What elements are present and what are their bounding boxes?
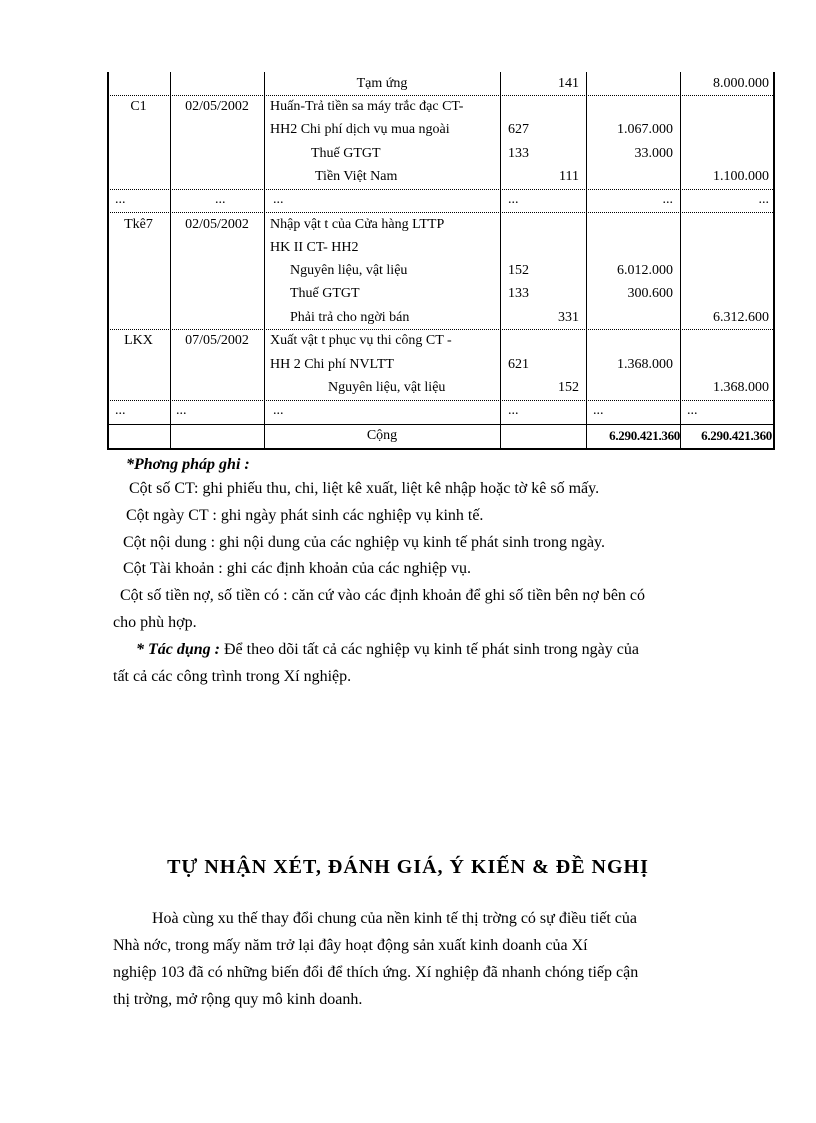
row-content: Nguyên liệu, vật liệu — [328, 380, 446, 395]
amount-credit: 8.000.000 — [713, 76, 769, 91]
row-content: Tiền Việt Nam — [315, 169, 398, 184]
row-content: Xuất vật t phục vụ thi công CT - — [270, 333, 452, 348]
effect-paragraph — [136, 640, 639, 660]
ellipsis: ... — [273, 403, 284, 418]
row-content: Tạm ứng — [356, 76, 408, 91]
ellipsis: ... — [758, 192, 769, 207]
section-line: thị trờng, mở rộng quy mô kinh doanh. — [113, 991, 363, 1008]
account-credit: 141 — [558, 76, 579, 91]
effect-text: tất cả các công trình trong Xí nghiệp. — [113, 668, 352, 685]
voucher-date: 02/05/2002 — [185, 217, 249, 232]
col-divider — [170, 72, 171, 450]
row-content: HK II CT- HH2 — [270, 240, 359, 255]
row-content: Nguyên liệu, vật liệu — [290, 263, 408, 278]
method-line: Cột Tài khoản : ghi các định khoản của các nghiệp vụ. — [123, 560, 472, 577]
ellipsis: ... — [687, 403, 698, 418]
voucher-number: LKX — [124, 333, 153, 348]
voucher-number: Tkê7 — [124, 217, 153, 232]
total-credit: 6.290.421.360 — [701, 428, 772, 443]
account-credit: 111 — [559, 169, 579, 184]
account-debit: 152 — [508, 263, 529, 278]
row-divider — [107, 212, 775, 213]
account-debit: 133 — [508, 146, 529, 161]
row-divider — [107, 424, 775, 425]
ellipsis: ... — [662, 192, 673, 207]
amount-debit: 33.000 — [634, 146, 673, 161]
table-border-right — [773, 72, 775, 450]
account-debit: 133 — [508, 286, 529, 301]
voucher-number: C1 — [130, 99, 147, 114]
voucher-date: 07/05/2002 — [185, 333, 249, 348]
row-divider — [107, 95, 775, 96]
total-label: Cộng — [366, 428, 398, 443]
row-content: Phải trả cho ngời bán — [290, 310, 410, 325]
ellipsis: ... — [115, 192, 126, 207]
row-divider — [107, 400, 775, 401]
ellipsis: ... — [593, 403, 604, 418]
section-line: nghiệp 103 đã có những biến đổi để thích ứng. Xí nghiệp đã nhanh chóng tiếp cận — [113, 964, 639, 981]
ellipsis: ... — [508, 192, 519, 207]
section-line: Hoà cùng xu thế thay đổi chung của nền kinh tế thị trờng có sự điều tiết của — [152, 910, 638, 927]
account-credit: 152 — [558, 380, 579, 395]
ellipsis: ... — [508, 403, 519, 418]
amount-debit: 6.012.000 — [617, 263, 673, 278]
ellipsis: ... — [215, 192, 226, 207]
method-line: Cột số CT: ghi phiếu thu, chi, liệt kê xuất, liệt kê nhập hoặc tờ kê số mấy. — [129, 480, 600, 497]
table-border-bottom — [107, 448, 775, 450]
section-title: TỰ NHẬN XÉT, ĐÁNH GIÁ, Ý KIẾN & ĐỀ NGHỊ — [167, 856, 649, 878]
account-debit: 627 — [508, 122, 529, 137]
row-content: HH2 Chi phí dịch vụ mua ngoài — [270, 122, 450, 137]
row-divider — [107, 189, 775, 190]
row-content: Thuế GTGT — [311, 146, 381, 161]
amount-debit: 300.600 — [627, 286, 673, 301]
ellipsis: ... — [115, 403, 126, 418]
ellipsis: ... — [176, 403, 187, 418]
col-divider — [264, 72, 265, 450]
ellipsis: ... — [273, 192, 284, 207]
row-divider — [107, 329, 775, 330]
row-content: Nhập vật t của Cửa hàng LTTP — [270, 217, 445, 232]
amount-credit: 6.312.600 — [713, 310, 769, 325]
account-credit: 331 — [558, 310, 579, 325]
table-border-left — [107, 72, 109, 450]
section-line: Nhà nớc, trong mấy năm trở lại đây hoạt động sản xuất kinh doanh của Xí — [113, 937, 588, 954]
amount-credit: 1.100.000 — [713, 169, 769, 184]
method-heading: *Phơng pháp ghi : — [126, 456, 250, 473]
row-content: Thuế GTGT — [290, 286, 360, 301]
voucher-date: 02/05/2002 — [185, 99, 249, 114]
amount-credit: 1.368.000 — [713, 380, 769, 395]
ledger-table — [107, 72, 775, 450]
account-debit: 621 — [508, 357, 529, 372]
total-debit: 6.290.421.360 — [609, 428, 680, 443]
method-line: Cột ngày CT : ghi ngày phát sinh các nghiệp vụ kinh tế. — [126, 507, 484, 524]
method-line: cho phù hợp. — [113, 614, 197, 631]
row-content: HH 2 Chi phí NVLTT — [270, 357, 394, 372]
amount-debit: 1.067.000 — [617, 122, 673, 137]
effect-heading: * Tác dụng : — [136, 641, 220, 658]
method-line: Cột số tiền nợ, số tiền có : căn cứ vào các định khoản để ghi số tiền bên nợ bên có — [120, 587, 646, 604]
method-line: Cột nội dung : ghi nội dung của các nghiệp vụ kinh tế phát sinh trong ngày. — [123, 534, 605, 551]
effect-text: Để theo dõi tất cả các nghiệp vụ kinh tế phát sinh trong ngày của — [220, 641, 639, 658]
row-content: Huấn-Trả tiền sa máy trắc đạc CT- — [270, 99, 464, 114]
amount-debit: 1.368.000 — [617, 357, 673, 372]
